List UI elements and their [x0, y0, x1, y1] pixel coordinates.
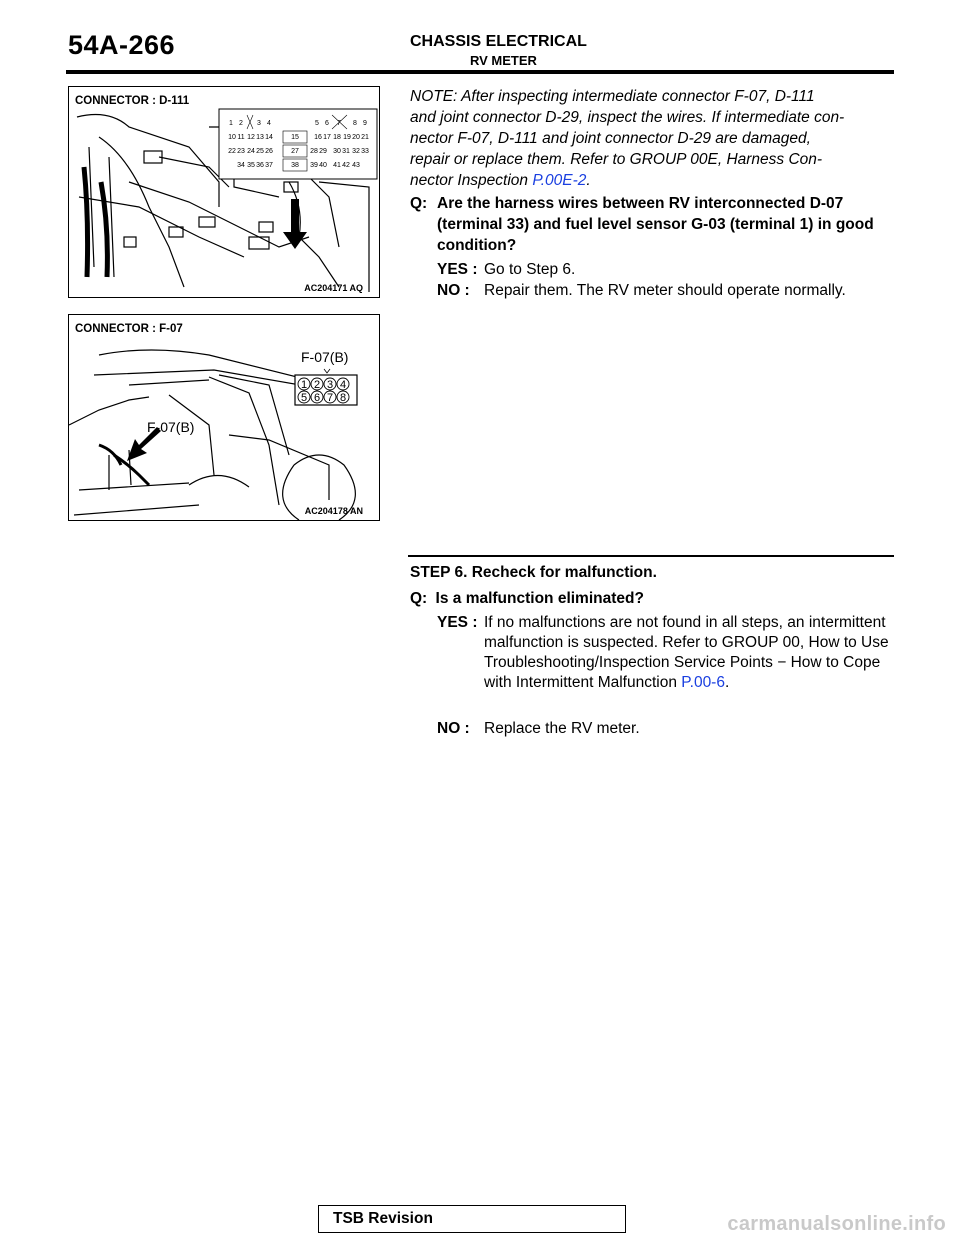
connector-d111-figure — [68, 86, 380, 298]
svg-text:3: 3 — [257, 120, 261, 127]
step-title: STEP 6. Recheck for malfunction. — [410, 564, 657, 581]
yes-text-block: If no malfunctions are not found in all steps, an intermittent malfunction is suspected. Refer to GROUP 00, How to Use Troubleshooting/Inspection Service Points − How to Cope with Intermittent Malfunction P.00-6. — [484, 614, 889, 691]
no-text: Replace the RV meter. — [484, 720, 640, 737]
step6-no-answer — [437, 719, 897, 739]
connector-f07-pinout — [295, 369, 357, 405]
note-line-text: nector Inspection — [410, 172, 529, 189]
svg-text:19: 19 — [343, 134, 351, 141]
note-line: nector F-07, D-111 and joint connector D-29 are damaged, — [410, 130, 811, 147]
svg-text:42: 42 — [342, 162, 350, 169]
figure-title: CONNECTOR : D-111 — [75, 95, 192, 107]
footer-label: TSB Revision — [333, 1210, 433, 1227]
svg-text:35: 35 — [247, 162, 255, 169]
svg-text:7: 7 — [326, 392, 334, 404]
svg-text:4: 4 — [267, 120, 271, 127]
svg-text:15: 15 — [291, 134, 299, 141]
header-rule — [66, 70, 894, 74]
figure-title: CONNECTOR : F-07 — [75, 323, 186, 335]
svg-text:6: 6 — [313, 392, 321, 404]
svg-text:25: 25 — [256, 148, 264, 155]
section-title: CHASSIS ELECTRICAL — [410, 33, 587, 50]
note-line: repair or replace them. Refer to GROUP 00E, Harness Con- — [410, 151, 823, 168]
question-1 — [410, 193, 896, 254]
svg-text:11: 11 — [237, 134, 245, 141]
figure-id: AC204171 AQ — [304, 283, 363, 293]
connector-d111-pinout — [219, 109, 377, 179]
reference-link[interactable]: P.00E-2 — [532, 172, 587, 189]
svg-text:41: 41 — [333, 162, 341, 169]
no-answer — [437, 281, 897, 301]
note-line: and joint connector D-29, inspect the wires. If intermediate con- — [410, 109, 845, 126]
svg-text:32: 32 — [352, 148, 360, 155]
svg-text:16: 16 — [314, 134, 322, 141]
note-line: NOTE: After inspecting intermediate connector F-07, D-111 — [410, 88, 815, 105]
yes-label: YES : — [437, 261, 478, 278]
svg-text:30: 30 — [333, 148, 341, 155]
svg-text:12: 12 — [247, 134, 255, 141]
yes-text: If no malfunctions are not found in all steps, an intermittent malfunction is suspected. Refer to GROUP 00, How to Use Troubleshooting/Inspection Service Points − How to Cope with Intermittent Malfunction — [484, 614, 889, 691]
svg-text:38: 38 — [291, 162, 299, 169]
watermark: carmanualsonline.info — [727, 1213, 946, 1235]
question-text: Are the harness wires between RV interconnected D-07 (terminal 33) and fuel level sensor G-03 (terminal 1) in good condition? — [437, 195, 874, 254]
vehicle-rear-drawing — [69, 315, 379, 520]
no-text: Repair them. The RV meter should operate normally. — [484, 282, 846, 299]
question-2 — [410, 590, 644, 608]
svg-text:43: 43 — [352, 162, 360, 169]
svg-text:39: 39 — [310, 162, 318, 169]
svg-text:8: 8 — [353, 120, 357, 127]
svg-text:20: 20 — [352, 134, 360, 141]
svg-text:37: 37 — [265, 162, 273, 169]
svg-text:5: 5 — [300, 392, 308, 404]
svg-text:17: 17 — [323, 134, 331, 141]
svg-text:22: 22 — [228, 148, 236, 155]
svg-text:31: 31 — [342, 148, 350, 155]
svg-text:5: 5 — [315, 120, 319, 127]
svg-text:36: 36 — [256, 162, 264, 169]
svg-text:3: 3 — [326, 379, 334, 391]
svg-text:1: 1 — [229, 120, 233, 127]
no-label: NO : — [437, 720, 470, 737]
section-subtitle: RV METER — [470, 53, 537, 68]
note-line-last: nector Inspection P.00E-2. — [410, 172, 591, 189]
svg-text:8: 8 — [339, 392, 347, 404]
svg-text:6: 6 — [325, 120, 329, 127]
figure-id: AC204178 AN — [304, 506, 363, 516]
svg-text:1: 1 — [300, 379, 308, 391]
step-divider — [408, 555, 894, 557]
yes-text: Go to Step 6. — [484, 261, 576, 278]
svg-text:33: 33 — [361, 148, 369, 155]
svg-text:9: 9 — [363, 120, 367, 127]
svg-text:28: 28 — [310, 148, 318, 155]
svg-text:29: 29 — [319, 148, 327, 155]
dashboard-harness-drawing — [69, 87, 379, 297]
question-label: Q: — [410, 195, 428, 212]
no-label: NO : — [437, 282, 470, 299]
svg-text:7: 7 — [337, 120, 341, 127]
svg-text:13: 13 — [256, 134, 264, 141]
note-paragraph — [410, 86, 896, 191]
svg-text:40: 40 — [319, 162, 327, 169]
yes-answer — [437, 260, 897, 280]
svg-text:18: 18 — [333, 134, 341, 141]
svg-text:27: 27 — [291, 148, 299, 155]
connector-label: F-07(B) — [301, 349, 349, 365]
svg-text:14: 14 — [265, 134, 273, 141]
svg-text:34: 34 — [237, 162, 245, 169]
reference-link[interactable]: P.00-6 — [681, 674, 725, 691]
svg-text:2: 2 — [239, 120, 243, 127]
svg-text:23: 23 — [237, 148, 245, 155]
svg-text:24: 24 — [247, 148, 255, 155]
question-label: Q: — [410, 590, 428, 607]
svg-text:21: 21 — [361, 134, 369, 141]
page-number: 54A-266 — [68, 30, 176, 60]
yes-label: YES : — [437, 614, 478, 631]
svg-text:26: 26 — [265, 148, 273, 155]
svg-text:2: 2 — [313, 379, 321, 391]
connector-f07-figure — [68, 314, 380, 521]
step6-yes-answer — [437, 613, 897, 723]
svg-text:10: 10 — [228, 134, 236, 141]
callout-label: F-07(B) — [147, 419, 195, 435]
svg-text:4: 4 — [339, 379, 347, 391]
tsb-revision-box — [318, 1205, 626, 1233]
question-text: Is a malfunction eliminated? — [435, 590, 644, 607]
